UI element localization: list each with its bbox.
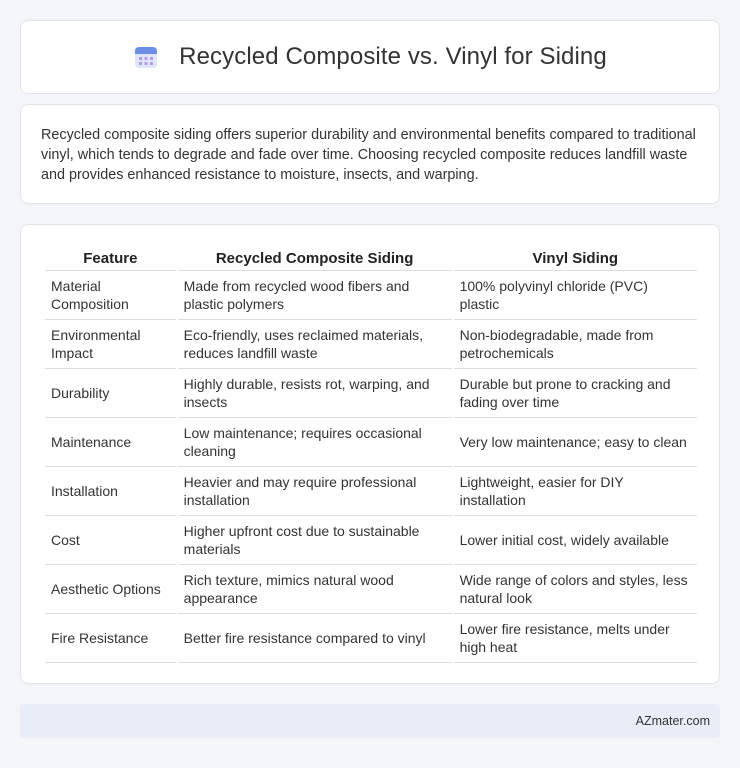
table-row xyxy=(45,418,697,467)
composite-cell: Heavier and may require professional installation xyxy=(178,467,452,516)
footer-bar xyxy=(20,704,720,738)
footer-brand: AZmater.com xyxy=(635,714,710,728)
table-row xyxy=(45,614,697,663)
table-row xyxy=(45,369,697,418)
vinyl-cell: Lower initial cost, widely available xyxy=(454,516,697,565)
feature-cell: Maintenance xyxy=(45,418,176,467)
composite-cell: Made from recycled wood fibers and plastic polymers xyxy=(178,271,452,320)
feature-cell: Material Composition xyxy=(45,271,176,320)
intro-text: Recycled composite siding offers superior durability and environmental benefits compared to traditional vinyl, which tends to degrade and fade over time. Choosing recycled composite reduces landfill waste and provides enhanced resistance to moisture, insects, and warping. xyxy=(41,127,696,183)
column-header-feature: Feature xyxy=(45,245,176,271)
calendar-icon xyxy=(133,44,159,70)
vinyl-cell: Wide range of colors and styles, less natural look xyxy=(454,565,697,614)
page-title: Recycled Composite vs. Vinyl for Siding xyxy=(179,43,607,70)
feature-cell: Cost xyxy=(45,516,176,565)
composite-cell: Low maintenance; requires occasional cleaning xyxy=(178,418,452,467)
vinyl-cell: Durable but prone to cracking and fading over time xyxy=(454,369,697,418)
column-header-vinyl: Vinyl Siding xyxy=(454,245,697,271)
composite-cell: Better fire resistance compared to vinyl xyxy=(178,614,452,663)
vinyl-cell: Very low maintenance; easy to clean xyxy=(454,418,697,467)
composite-cell: Rich texture, mimics natural wood appearance xyxy=(178,565,452,614)
comparison-table xyxy=(43,245,699,663)
table-row xyxy=(45,467,697,516)
table-header-row xyxy=(45,245,697,271)
vinyl-cell: Lower fire resistance, melts under high heat xyxy=(454,614,697,663)
composite-cell: Eco-friendly, uses reclaimed materials, reduces landfill waste xyxy=(178,320,452,369)
composite-cell: Highly durable, resists rot, warping, and insects xyxy=(178,369,452,418)
table-row xyxy=(45,271,697,320)
feature-cell: Environmental Impact xyxy=(45,320,176,369)
feature-cell: Durability xyxy=(45,369,176,418)
vinyl-cell: 100% polyvinyl chloride (PVC) plastic xyxy=(454,271,697,320)
table-row xyxy=(45,565,697,614)
table-row xyxy=(45,516,697,565)
feature-cell: Fire Resistance xyxy=(45,614,176,663)
feature-cell: Aesthetic Options xyxy=(45,565,176,614)
comparison-table-card xyxy=(20,224,720,684)
vinyl-cell: Lightweight, easier for DIY installation xyxy=(454,467,697,516)
composite-cell: Higher upfront cost due to sustainable materials xyxy=(178,516,452,565)
title-card xyxy=(20,20,720,94)
feature-cell: Installation xyxy=(45,467,176,516)
column-header-composite: Recycled Composite Siding xyxy=(178,245,452,271)
vinyl-cell: Non-biodegradable, made from petrochemicals xyxy=(454,320,697,369)
intro-card xyxy=(20,104,720,204)
table-row xyxy=(45,320,697,369)
